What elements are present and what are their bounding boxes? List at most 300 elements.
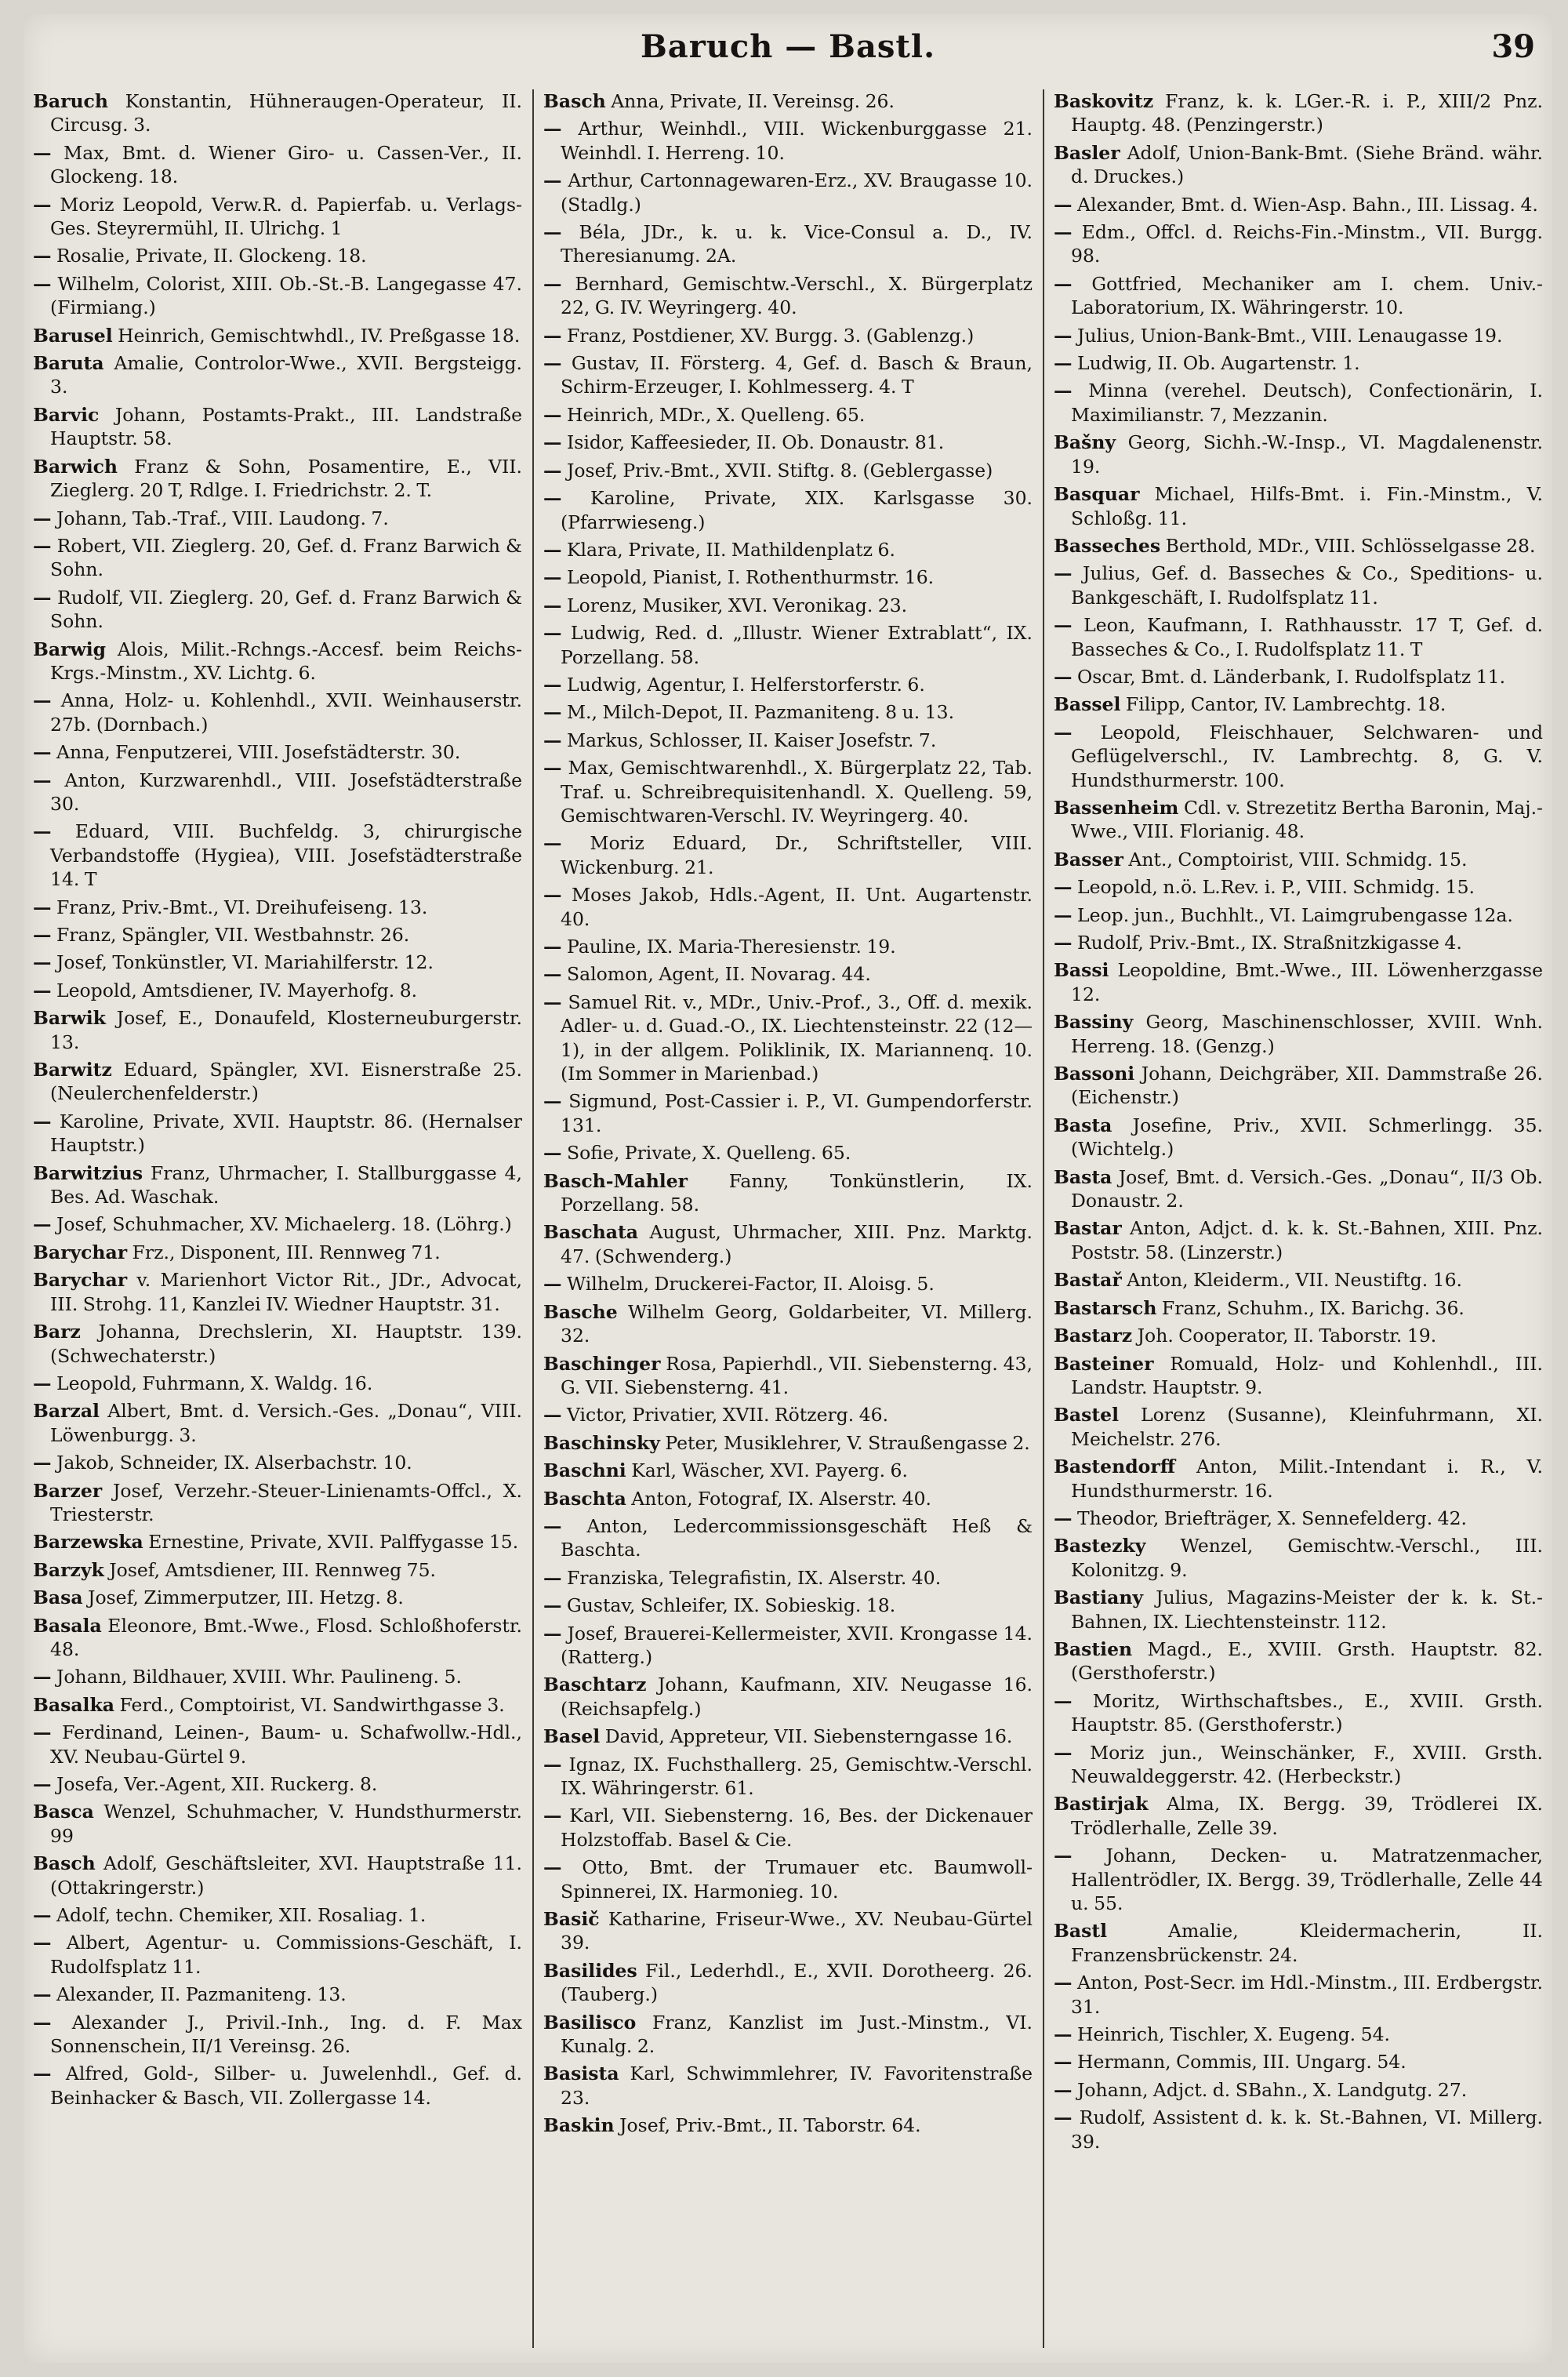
directory-entry (33, 1800, 522, 1848)
entry-details: Wenzel, Gemischtw.-Verschl., III. Kolonitzg. 9. (1071, 1535, 1543, 1581)
directory-entry (1054, 482, 1543, 530)
entry-surname: — (33, 951, 52, 974)
entry-details: Joh. Cooperator, II. Taborstr. 19. (1137, 1325, 1437, 1347)
entry-surname: Bastel (1054, 1404, 1120, 1427)
column-middle (543, 89, 1033, 2348)
directory-entry (543, 700, 1033, 724)
entry-surname: — (543, 1622, 562, 1645)
entry-details: Leopoldine, Bmt.-Wwe., III. Löwenherzgasse 12. (1071, 959, 1543, 1005)
entry-details: Leon, Kaufmann, I. Rathhausstr. 17 T, Gef. d. Basseches & Co., I. Rudolfsplatz 11. T (1071, 614, 1543, 660)
directory-entry (543, 2011, 1033, 2059)
entry-details: Josef, Brauerei-Kellermeister, XVII. Krongasse 14. (Ratterg.) (561, 1622, 1033, 1668)
entry-details: Leopold, Fleischhauer, Selchwaren- und Geflügelverschl., IV. Lambrechtg. 8, G. V. Hundsthurmerstr. 100. (1071, 721, 1543, 791)
directory-entry (1054, 665, 1543, 689)
entry-surname: Barusel (33, 324, 113, 347)
entry-surname: Barzer (33, 1479, 103, 1502)
directory-entry (543, 1622, 1033, 1670)
entry-details: Franz, Schuhm., IX. Barichg. 36. (1161, 1296, 1465, 1319)
entry-surname: Bassi (1054, 959, 1109, 982)
entry-surname: Basch (33, 1852, 96, 1875)
entry-surname: — (33, 1773, 52, 1795)
directory-entry (543, 1431, 1033, 1455)
entry-details: Fil., Lederhdl., E., XVII. Dorotheerg. 26. (Tauberg.) (561, 1959, 1033, 2006)
entry-surname: Baschata (543, 1221, 639, 1244)
entry-details: Eleonore, Bmt.-Wwe., Flosd. Schloßhoferstr. 48. (50, 1614, 522, 1660)
entry-surname: — (543, 1594, 562, 1617)
entry-details: Peter, Musiklehrer, V. Straußengasse 2. (665, 1431, 1030, 1454)
directory-entry (543, 403, 1033, 427)
directory-entry (543, 621, 1033, 669)
directory-entry (543, 1089, 1033, 1137)
directory-entry (543, 324, 1033, 347)
entry-details: Johann, Adjct. d. SBahn., X. Landgutg. 27. (1076, 2078, 1468, 2101)
entry-details: August, Uhrmacher, XIII. Pnz. Marktg. 47. (Schwenderg.) (561, 1221, 1033, 1267)
directory-entry (543, 538, 1033, 562)
entry-surname: Basler (1054, 141, 1120, 164)
entry-surname: — (1054, 324, 1073, 347)
entry-details: Johann, Deichgräber, XII. Dammstraße 26. (Eichenstr.) (1071, 1063, 1543, 1109)
directory-entry (33, 586, 522, 634)
entry-surname: — (1054, 221, 1073, 244)
directory-entry (33, 1772, 522, 1796)
directory-entry (543, 1272, 1033, 1296)
entry-surname: Basteiner (1054, 1352, 1154, 1375)
entry-details: Alois, Milit.-Rchngs.-Accesf. beim Reichs-Krgs.-Minstm., XV. Lichtg. 6. (50, 638, 522, 684)
entry-details: Samuel Rit. v., MDr., Univ.-Prof., 3., Off. d. mexik. Adler- u. d. Guad.-O., IX. Liechtensteinstr. 22 (12—1), in der allgem. Poliklinik, IX. Mariannenq. 10. (Im Sommer in Marienbad.) (561, 990, 1033, 1085)
entry-details: Georg, Sichh.-W.-Insp., VI. Magdalenenstr. 19. (1071, 431, 1543, 478)
directory-entry (33, 244, 522, 267)
entry-surname: — (33, 507, 52, 529)
entry-surname: Bassoni (1054, 1063, 1135, 1085)
entry-surname: — (1054, 272, 1073, 295)
entry-surname: — (33, 769, 52, 791)
directory-entry (1054, 1010, 1543, 1058)
entry-details: Ant., Comptoirist, VIII. Schmidg. 15. (1128, 848, 1468, 870)
entry-surname: — (543, 169, 562, 192)
page-number: 39 (1491, 28, 1535, 65)
entry-details: Rudolf, Assistent d. k. k. St.-Bahnen, VI. Millerg. 39. (1071, 2106, 1543, 2153)
entry-surname: Basquar (1054, 483, 1140, 506)
entry-details: Ludwig, II. Ob. Augartenstr. 1. (1076, 352, 1360, 375)
directory-entry (33, 1399, 522, 1447)
entry-details: Heinrich, MDr., X. Quelleng. 65. (566, 403, 866, 426)
entry-surname: — (1054, 352, 1073, 375)
entry-details: Karoline, Private, XVII. Hauptstr. 86. (Hernalser Hauptstr.) (50, 1110, 522, 1157)
directory-entry (543, 1673, 1033, 1721)
entry-details: Alexander, Bmt. d. Wien-Asp. Bahn., III. Lissag. 4. (1076, 193, 1538, 216)
entry-details: Béla, JDr., k. u. k. Vice-Consul a. D., IV. Theresianumg. 2A. (561, 221, 1033, 267)
directory-entry (33, 1530, 522, 1554)
entry-details: Anna, Fenputzerei, VIII. Josefstädterstr. 30. (56, 741, 461, 764)
entry-surname: Barwitzius (33, 1161, 143, 1184)
directory-entry (33, 403, 522, 451)
entry-surname: — (543, 1856, 562, 1879)
directory-entry (543, 883, 1033, 931)
entry-surname: Baschinsky (543, 1431, 660, 1454)
entry-surname: — (33, 689, 52, 712)
directory-entry (33, 2062, 522, 2110)
entry-details: Fanny, Tonkünstlerin, IX. Porzellang. 58. (561, 1169, 1033, 1216)
entry-surname: Bastař (1054, 1269, 1122, 1292)
entry-details: Anton, Adjct. d. k. k. St.-Bahnen, XIII. Pnz. Poststr. 58. (Linzerstr.) (1071, 1217, 1543, 1263)
entry-details: Anton, Post-Secr. im Hdl.-Minstm., III. Erdbergstr. 31. (1071, 1972, 1543, 2018)
directory-entry (1054, 958, 1543, 1006)
entry-details: Franz, Postdiener, XV. Burgg. 3. (Gablenzg.) (566, 324, 975, 347)
directory-entry (33, 1479, 522, 1527)
entry-details: Rosa, Papierhdl., VII. Siebensterng. 43, G. VII. Siebensterng. 41. (561, 1352, 1033, 1398)
directory-entry (1054, 1352, 1543, 1400)
entry-details: Klara, Private, II. Mathildenplatz 6. (566, 538, 895, 561)
entry-details: Bernhard, Gemischtw.-Verschl., X. Bürgerplatz 22, G. IV. Weyringerg. 40. (561, 272, 1033, 319)
directory-entry (1054, 141, 1543, 189)
entry-surname: Basala (33, 1614, 102, 1637)
entry-details: Franz, Kanzlist im Just.-Minstm., VI. Kunalg. 2. (561, 2011, 1033, 2058)
entry-details: Ludwig, Red. d. „Illustr. Wiener Extrablatt“, IX. Porzellang. 58. (561, 622, 1033, 668)
entry-surname: Baschinger (543, 1352, 661, 1375)
entry-details: Josef, Bmt. d. Versich.-Ges. „Donau“, II/3 Ob. Donaustr. 2. (1071, 1165, 1543, 1212)
entry-surname: — (33, 1372, 52, 1394)
entry-details: Robert, VII. Zieglerg. 20, Gef. d. Franz Barwich & Sohn. (50, 534, 522, 581)
entry-surname: — (33, 1452, 52, 1474)
entry-details: Oscar, Bmt. d. Länderbank, I. Rudolfsplatz 11. (1076, 665, 1506, 688)
directory-entry (543, 756, 1033, 827)
entry-details: Johann, Bildhauer, XVIII. Whr. Paulineng. 5. (56, 1666, 462, 1688)
entry-surname: — (33, 741, 52, 764)
entry-details: Adolf, Geschäftsleiter, XVI. Hauptstraße 11. (Ottakringerstr.) (50, 1852, 522, 1899)
entry-details: Franziska, Telegrafistin, IX. Alserstr. 40. (566, 1566, 942, 1589)
entry-surname: Bastiany (1054, 1586, 1144, 1609)
entry-surname: — (543, 324, 562, 347)
directory-entry (1054, 431, 1543, 478)
entry-surname: Bašny (1054, 431, 1116, 454)
entry-details: Josef, Zimmerputzer, III. Hetzg. 8. (88, 1586, 404, 1609)
entry-surname: — (543, 1404, 562, 1427)
directory-entry (33, 1320, 522, 1368)
entry-details: Wilhelm Georg, Goldarbeiter, VI. Millerg. 32. (561, 1300, 1033, 1347)
entry-surname: Basch-Mahler (543, 1169, 688, 1192)
directory-entry (1054, 351, 1543, 375)
entry-surname: — (33, 193, 52, 216)
entry-details: Josef, Priv.-Bmt., II. Taborstr. 64. (619, 2114, 921, 2137)
directory-entry (33, 638, 522, 685)
directory-entry (33, 1268, 522, 1316)
entry-details: Rudolf, VII. Zieglerg. 20, Gef. d. Franz Barwich & Sohn. (50, 586, 522, 633)
entry-surname: — (1054, 380, 1073, 402)
entry-details: Josef, Verzehr.-Steuer-Linienamts-Offcl., X. Triesterstr. (50, 1479, 522, 1525)
entry-details: Leopold, Pianist, I. Rothenthurmstr. 16. (566, 566, 935, 589)
directory-entry (1054, 1165, 1543, 1213)
directory-entry (33, 923, 522, 947)
directory-entry (543, 2062, 1033, 2110)
entry-details: Eduard, VIII. Buchfeldg. 3, chirurgische Verbandstoffe (Hygiea), VIII. Josefstädterstraße 14. T (50, 820, 522, 891)
entry-surname: Barwig (33, 638, 107, 660)
entry-details: Karl, VII. Siebensterng. 16, Bes. der Dickenauer Holzstoffab. Basel & Cie. (561, 1805, 1033, 1851)
entry-surname: Basca (33, 1801, 94, 1823)
entry-surname: — (33, 245, 52, 267)
directory-entry (1054, 324, 1543, 347)
entry-surname: — (1054, 876, 1073, 899)
entry-details: Josef, Schuhmacher, XV. Michaelerg. 18. (Löhrg.) (56, 1213, 512, 1236)
entry-details: Victor, Privatier, XVII. Rötzerg. 46. (566, 1404, 889, 1427)
directory-entry (33, 1693, 522, 1717)
entry-details: Eduard, Spängler, XVI. Eisnerstraße 25. (Neulerchenfelderstr.) (50, 1059, 522, 1105)
entry-details: Moses Jakob, Hdls.-Agent, II. Unt. Augartenstr. 40. (561, 884, 1033, 930)
entry-surname: — (543, 1090, 562, 1113)
directory-entry (33, 740, 522, 764)
directory-entry (1054, 2023, 1543, 2046)
entry-surname: — (543, 352, 562, 375)
directory-entry (33, 534, 522, 582)
entry-details: Josefa, Ver.-Agent, XII. Ruckerg. 8. (56, 1773, 378, 1795)
entry-surname: — (33, 2063, 52, 2085)
directory-entry (33, 2011, 522, 2059)
entry-surname: — (33, 1213, 52, 1236)
directory-entry (543, 1300, 1033, 1348)
entry-surname: — (543, 1514, 562, 1537)
entry-details: Franz, Spängler, VII. Westbahnstr. 26. (56, 924, 410, 946)
directory-entry (1054, 2106, 1543, 2153)
entry-surname: — (1054, 1741, 1073, 1764)
directory-entry (543, 1220, 1033, 1268)
entry-details: Anton, Milit.-Intendant i. R., V. Hundsthurmerstr. 16. (1071, 1456, 1543, 1502)
directory-entry (543, 1566, 1033, 1590)
entry-surname: Basilides (543, 1959, 637, 1982)
entry-details: Max, Gemischtwarenhdl., X. Bürgerplatz 22, Tab. Traf. u. Schreibrequisitenhandl. X. Quelleng. 59, Gemischtwaren-Verschl. IV. Weyringerg. 40. (561, 757, 1033, 827)
directory-entry (33, 141, 522, 189)
directory-entry (33, 1006, 522, 1054)
entry-surname: — (543, 884, 562, 907)
entry-details: Adolf, Union-Bank-Bmt. (Siehe Bränd. währ. d. Druckes.) (1071, 141, 1543, 188)
entry-details: Ferdinand, Leinen-, Baum- u. Schafwollw.-Hdl., XV. Neubau-Gürtel 9. (50, 1721, 522, 1768)
entry-surname: Baruta (33, 352, 104, 375)
entry-details: Julius, Union-Bank-Bmt., VIII. Lenaugasse 19. (1076, 324, 1503, 347)
entry-surname: Bastarz (1054, 1325, 1133, 1347)
directory-entry (543, 1352, 1033, 1400)
entry-surname: — (543, 757, 562, 780)
entry-surname: Barwik (33, 1007, 106, 1030)
entry-details: Pauline, IX. Maria-Theresienstr. 19. (566, 936, 896, 958)
entry-surname: — (543, 566, 562, 589)
entry-surname: Basista (543, 2063, 619, 2085)
entry-details: Josefine, Priv., XVII. Schmerlingg. 35. (Wichtelg.) (1071, 1114, 1543, 1161)
entry-details: Josef, E., Donaufeld, Klosterneuburgerstr. 13. (50, 1007, 522, 1053)
entry-surname: Barzewska (33, 1531, 143, 1554)
directory-entry (1054, 562, 1543, 609)
directory-entry (543, 2113, 1033, 2137)
entry-surname: Bastar (1054, 1217, 1122, 1240)
entry-surname: Barychar (33, 1269, 128, 1292)
entry-surname: — (543, 459, 562, 482)
entry-details: Markus, Schlosser, II. Kaiser Josefstr. 7. (566, 729, 937, 751)
directory-entry (1054, 1637, 1543, 1685)
entry-details: Franz, Priv.-Bmt., VI. Dreihufeiseng. 13. (56, 896, 428, 918)
entry-details: Lorenz, Musiker, XVI. Veronikag. 23. (566, 594, 908, 616)
entry-details: Theodor, Briefträger, X. Sennefelderg. 42. (1076, 1507, 1468, 1529)
entry-details: Karl, Wäscher, XVI. Payerg. 6. (631, 1459, 908, 1482)
directory-entry (33, 769, 522, 816)
entry-surname: — (543, 832, 562, 855)
directory-entry (543, 962, 1033, 986)
directory-entry (1054, 1919, 1543, 1967)
directory-entry (33, 272, 522, 320)
directory-entry (543, 89, 1033, 113)
entry-surname: — (33, 924, 52, 946)
entry-surname: — (543, 1566, 562, 1589)
entry-surname: — (543, 431, 562, 454)
directory-entry (33, 1903, 522, 1927)
entry-surname: Basta (1054, 1114, 1112, 1136)
entry-surname: — (1054, 1845, 1073, 1867)
entry-surname: — (543, 963, 562, 986)
entry-surname: — (33, 2011, 52, 2034)
directory-entry (1054, 1507, 1543, 1530)
directory-entry (543, 1169, 1033, 1217)
entry-surname: — (33, 896, 52, 918)
entry-details: Sofie, Private, X. Quelleng. 65. (566, 1142, 851, 1165)
directory-entry (1054, 692, 1543, 716)
entry-surname: — (543, 1753, 562, 1775)
entry-surname: Barvic (33, 403, 100, 426)
directory-entry (1054, 613, 1543, 661)
entry-details: Alexander, II. Pazmaniteng. 13. (56, 1983, 347, 2006)
directory-entry (33, 1852, 522, 1899)
entry-surname: — (543, 403, 562, 426)
entry-details: Rudolf, Priv.-Bmt., IX. Straßnitzkigasse 4. (1076, 932, 1462, 954)
entry-surname: Basilisco (543, 2011, 637, 2034)
directory-entry (1054, 721, 1543, 792)
entry-surname: Basel (543, 1725, 601, 1748)
directory-entry (1054, 193, 1543, 216)
entry-details: Anna, Holz- u. Kohlenhdl., XVII. Weinhauserstr. 27b. (Dornbach.) (50, 689, 522, 736)
entry-surname: Barzal (33, 1400, 100, 1423)
entry-details: Wenzel, Schuhmacher, V. Hundsthurmerstr. 99 (50, 1801, 522, 1847)
directory-entry (33, 1665, 522, 1688)
directory-entry (543, 565, 1033, 589)
directory-entry (543, 1725, 1033, 1748)
entry-details: Katharine, Friseur-Wwe., XV. Neubau-Gürtel 39. (561, 1908, 1033, 1954)
entry-details: Leop. jun., Buchhlt., VI. Laimgrubengasse 12a. (1076, 903, 1513, 926)
entry-surname: Bastirjak (1054, 1793, 1149, 1815)
directory-entry (1054, 931, 1543, 954)
entry-details: Johann, Postamts-Prakt., III. Landstraße Hauptstr. 58. (50, 403, 522, 450)
entry-surname: — (1054, 193, 1073, 216)
entry-details: v. Marienhort Victor Rit., JDr., Advocat, III. Strohg. 11, Kanzlei IV. Wiedner Hauptstr. 31. (50, 1269, 522, 1315)
entry-details: Rosalie, Private, II. Glockeng. 18. (56, 245, 367, 267)
entry-surname: — (543, 701, 562, 724)
entry-surname: — (1054, 562, 1073, 585)
entry-details: Johann, Kaufmann, XIV. Neugasse 16. (Reichsapfelg.) (561, 1674, 1033, 1720)
entry-details: Edm., Offcl. d. Reichs-Fin.-Minstm., VII. Burgg. 98. (1071, 221, 1543, 267)
directory-entry (1054, 1534, 1543, 1582)
directory-entry (543, 486, 1033, 534)
entry-details: Alma, IX. Bergg. 39, Trödlerei IX. Trödlerhalle, Zelle 39. (1071, 1793, 1543, 1839)
entry-surname: Bastien (1054, 1637, 1133, 1660)
entry-details: Anton, Kurzwarenhdl., VIII. Josefstädterstraße 30. (50, 769, 522, 815)
entry-surname: Baruch (33, 90, 108, 112)
entry-surname: — (33, 534, 52, 557)
entry-surname: — (543, 936, 562, 958)
directory-entry (543, 1855, 1033, 1903)
entry-details: David, Appreteur, VII. Siebensterngasse 16. (604, 1725, 1013, 1748)
entry-surname: Barwich (33, 455, 118, 478)
entry-details: Anton, Fotograf, IX. Alserstr. 40. (631, 1487, 932, 1510)
directory-entry (33, 351, 522, 399)
directory-entry (1054, 1216, 1543, 1264)
entry-surname: Basalka (33, 1693, 114, 1716)
directory-entry (33, 1586, 522, 1609)
directory-entry (543, 1141, 1033, 1165)
entry-details: Moriz Eduard, Dr., Schriftsteller, VIII. Wickenburg. 21. (561, 832, 1033, 878)
entry-surname: — (543, 990, 562, 1013)
directory-entry (33, 455, 522, 503)
directory-entry (1054, 89, 1543, 137)
entry-details: Johann, Tab.-Traf., VIII. Laudong. 7. (56, 507, 389, 529)
entry-surname: — (1054, 2023, 1073, 2046)
directory-entry (1054, 1971, 1543, 2019)
entry-details: Karl, Schwimmlehrer, IV. Favoritenstraße 23. (561, 2063, 1033, 2109)
entry-surname: — (543, 487, 562, 510)
directory-entry (1054, 1586, 1543, 1634)
entry-surname: Barychar (33, 1241, 128, 1263)
directory-entry (33, 1558, 522, 1582)
directory-entry (543, 169, 1033, 216)
entry-surname: Barwitz (33, 1059, 112, 1081)
directory-entry (33, 193, 522, 241)
directory-entry (543, 1459, 1033, 1482)
directory-entry (33, 1161, 522, 1209)
entry-surname: — (543, 594, 562, 616)
entry-surname: Barzyk (33, 1558, 104, 1581)
entry-surname: Baschtarz (543, 1674, 647, 1696)
entry-details: Salomon, Agent, II. Novarag. 44. (566, 963, 871, 986)
entry-surname: — (543, 1142, 562, 1165)
entry-details: Amalie, Controlor-Wwe., XVII. Bergsteigg. 3. (50, 352, 522, 398)
directory-entry (33, 979, 522, 1002)
entry-surname: Bassenheim (1054, 796, 1179, 819)
entry-surname: Baschni (543, 1459, 626, 1482)
entry-details: Josef, Priv.-Bmt., XVII. Stiftg. 8. (Geblergasse) (566, 459, 993, 482)
entry-surname: — (543, 622, 562, 645)
directory-entry (33, 1721, 522, 1768)
entry-surname: — (1054, 721, 1073, 743)
directory-entry (33, 1372, 522, 1395)
entry-details: Franz & Sohn, Posamentire, E., VII. Zieglerg. 20 T, Rdlge. I. Friedrichstr. 2. T. (50, 455, 522, 502)
directory-entry (543, 1959, 1033, 2007)
directory-entry (543, 935, 1033, 958)
entry-details: Leopold, Fuhrmann, X. Waldg. 16. (56, 1372, 373, 1394)
directory-entry (543, 1594, 1033, 1617)
directory-entry (33, 1058, 522, 1106)
entry-surname: Basič (543, 1908, 600, 1931)
entry-surname: — (1054, 1972, 1073, 1994)
entry-details: Jakob, Schneider, IX. Alserbachstr. 10. (56, 1452, 412, 1474)
entry-surname: Baskovitz (1054, 90, 1154, 112)
directory-entry (33, 950, 522, 974)
entry-surname: — (33, 1932, 52, 1954)
directory-entry (1054, 534, 1543, 558)
entry-surname: — (543, 1805, 562, 1827)
directory-entry (543, 1753, 1033, 1801)
entry-details: Otto, Bmt. der Trumauer etc. Baumwoll-Spinnerei, IX. Harmonieg. 10. (561, 1856, 1033, 1903)
directory-entry (1054, 875, 1543, 899)
directory-entry (1054, 1268, 1543, 1292)
directory-entry (33, 1110, 522, 1158)
directory-entry (33, 89, 522, 137)
entry-details: M., Milch-Depot, II. Pazmaniteng. 8 u. 13. (566, 701, 955, 724)
directory-entry (1054, 1689, 1543, 1737)
entry-details: Ludwig, Agentur, I. Helferstorferstr. 6. (566, 673, 925, 696)
entry-surname: — (1054, 614, 1073, 637)
